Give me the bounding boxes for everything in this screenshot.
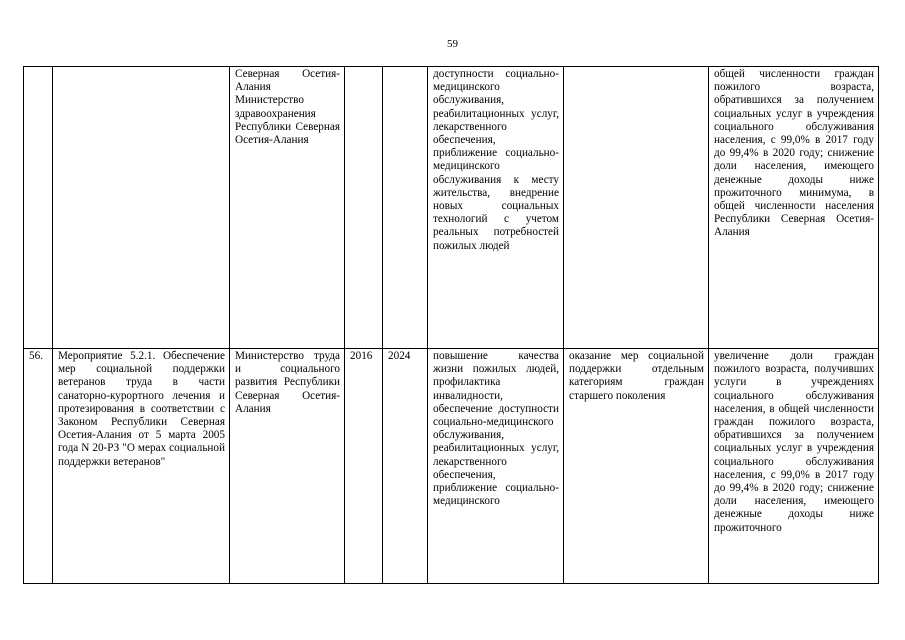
content-cell: оказание мер социальной поддержки отдельным категориям граждан старшего поколения bbox=[564, 349, 709, 584]
year-start-cell bbox=[345, 67, 383, 349]
year-start-cell: 2016 bbox=[345, 349, 383, 584]
table-row bbox=[24, 349, 879, 584]
page-number: 59 bbox=[447, 38, 458, 50]
indicators-cell: увеличение доли граждан пожилого возраста, получивших услуги в учреждениях социального обслуживания населения, в общей численности граждан пожилого возраста, обратившихся за получением социальных услуг в учреждения социального обслуживания населения, с 99,0% в 2017 году до 99,4% в 2020 году; снижение доли населения, имеющего денежные доходы ниже прожиточного bbox=[709, 349, 879, 584]
event-cell bbox=[53, 67, 230, 349]
directions-cell: доступности социально-медицинского обслуживания, реабилитационных услуг, лекарственного обеспечения, приближение социально-медицинского обслуживания к месту жительства, внедрение новых социальных технологий с учетом реальных потребностей пожилых людей bbox=[428, 67, 564, 349]
program-table bbox=[23, 66, 879, 584]
row-number-cell bbox=[24, 67, 53, 349]
directions-cell: повышение качества жизни пожилых людей, профилактика инвалидности, обеспечение доступности социально-медицинского обслуживания, реабилитационных услуг, лекарственного обеспечения, приближение социально-медицинского bbox=[428, 349, 564, 584]
executor-cell: Северная Осетия-Алания Министерство здравоохранения Республики Северная Осетия-Алания bbox=[230, 67, 345, 349]
table-row bbox=[24, 67, 879, 349]
indicators-cell: общей численности граждан пожилого возраста, обратившихся за получением социальных услуг в учреждения социального обслуживания населения, с 99,0% в 2017 году до 99,4% в 2020 году; снижение доли населения, имеющего денежные доходы ниже прожиточного минимума, в общей численности населения Республики Северная Осетия-Алания bbox=[709, 67, 879, 349]
year-end-cell bbox=[383, 67, 428, 349]
content-cell bbox=[564, 67, 709, 349]
year-end-cell: 2024 bbox=[383, 349, 428, 584]
executor-cell: Министерство труда и социального развития Республики Северная Осетия-Алания bbox=[230, 349, 345, 584]
event-cell: Мероприятие 5.2.1. Обеспечение мер социальной поддержки ветеранов труда в части санаторно-курортного лечения и протезирования в соответствии с Законом Республики Северная Осетия-Алания от 5 марта 2005 года N 20-РЗ "О мерах социальной поддержки ветеранов" bbox=[53, 349, 230, 584]
row-number-cell: 56. bbox=[24, 349, 53, 584]
